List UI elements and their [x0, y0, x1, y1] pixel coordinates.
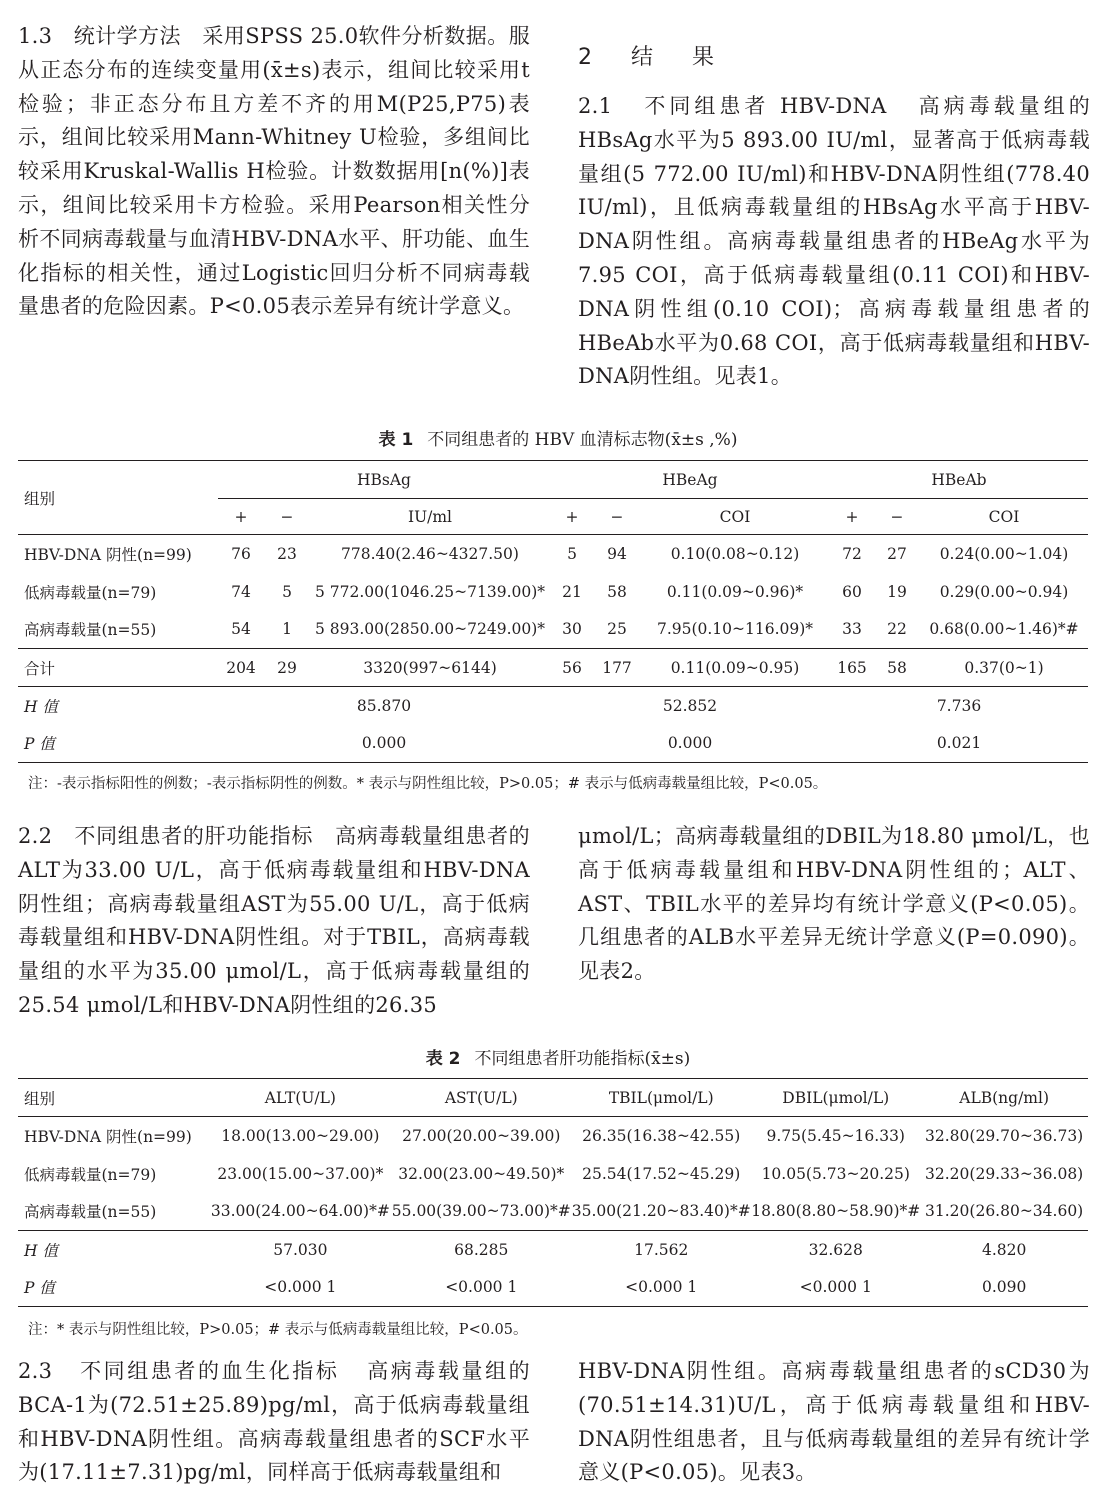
table2-caption	[0, 1044, 1116, 1069]
cell: 0.29(0.00~0.94)	[939, 582, 1069, 601]
cell: 32.20(29.33~36.08)	[925, 1164, 1084, 1183]
section-heading: 不同组患者 HBV-DNA	[644, 94, 887, 118]
section-number: 2.3	[18, 1359, 53, 1383]
row-label: 合计	[24, 659, 56, 678]
section-heading: 统计学方法	[73, 24, 181, 48]
cell: 76	[231, 544, 251, 563]
table1	[18, 460, 1088, 763]
row-label: 高病毒载量(n=55)	[24, 621, 157, 640]
row-label: 低病毒载量(n=79)	[24, 583, 157, 602]
cell: 10.05(5.73~20.25)	[761, 1164, 910, 1183]
section-2-2-continued	[578, 820, 1090, 989]
row-label: 低病毒载量(n=79)	[24, 1165, 157, 1184]
cell: 57.030	[273, 1240, 328, 1259]
cell: 165	[837, 658, 867, 677]
sub-plus: +	[234, 507, 248, 526]
table2-header: AST(U/L)	[444, 1088, 518, 1107]
table2-title: 不同组患者肝功能指标(x̄±s)	[474, 1049, 691, 1069]
results-heading: 2 结 果	[578, 45, 730, 70]
cell: 0.000	[361, 734, 407, 753]
cell: 1	[282, 620, 292, 639]
table2-note: 注：* 表示与阴性组比较，P>0.05；# 表示与低病毒载量组比较，P<0.05。	[28, 1322, 528, 1338]
section-body: 采用SPSS 25.0软件分析数据。服从正态分布的连续变量用(x̄±s)表示，组间比较采用t检验；非正态分布且方差不齐的用M(P25,P75)表示，组间比较采用Mann-Whitney U检验，多组间比较采用Kruskal-Wallis H检验。计数数据用[n(%)]表示，组间比较采用卡方检验。采用Pearson相关性分析不同病毒载量与血清HBV-DNA水平、肝功能、血生化指标的相关性，通过Logistic回归分析不同病毒载量患者的危险因素。P<0.05表示差异有统计学意义。	[18, 24, 530, 319]
table2-header: ALB(ng/ml)	[959, 1088, 1050, 1107]
table2-header: DBIL(μmol/L)	[782, 1088, 890, 1107]
table-row	[18, 611, 1088, 649]
table1-caption	[0, 425, 1116, 450]
table2	[18, 1078, 1088, 1307]
table1-group-header: 组别	[24, 489, 56, 508]
table2-header: TBIL(μmol/L)	[608, 1088, 714, 1107]
cell: 23	[277, 544, 297, 563]
cell: <0.000 1	[264, 1278, 337, 1297]
section-number: 2.2	[18, 824, 53, 848]
cell: 32.00(23.00~49.50)*	[398, 1164, 565, 1183]
cell: 31.20(26.80~34.60)	[925, 1202, 1084, 1221]
sub-minus: −	[610, 507, 624, 526]
row-label: H 值	[24, 1241, 58, 1260]
cell: 5 772.00(1046.25~7139.00)*	[314, 582, 546, 601]
table2-label: 表 2	[425, 1049, 461, 1069]
cell: <0.000 1	[799, 1278, 872, 1297]
section-2-2	[18, 820, 530, 1023]
section-body: HBV-DNA阴性组。高病毒载量组患者的sCD30为(70.51±14.31)U/L，高于低病毒载量组和HBV-DNA阴性组患者，且与低病毒载量组的差异有统计学意义(P<0.05)。见表3。	[578, 1359, 1090, 1485]
cell: 23.00(15.00~37.00)*	[217, 1164, 384, 1183]
section-heading: 不同组患者的血生化指标	[80, 1359, 340, 1383]
section-number: 2.1	[578, 94, 613, 118]
cell: 33	[842, 620, 862, 639]
section-2-1	[578, 90, 1090, 394]
sub-plus: +	[845, 507, 859, 526]
sub-plus: +	[565, 507, 579, 526]
sub-minus: −	[280, 507, 294, 526]
row-label: HBV-DNA 阴性(n=99)	[24, 1127, 192, 1146]
section-body: 高病毒载量组的BCA-1为(72.51±25.89)pg/ml，高于低病毒载量组和HBV-DNA阴性组。高病毒载量组患者的SCF水平为(17.11±7.31)pg/ml，同样高于低病毒载量组和	[18, 1359, 530, 1485]
cell: 7.736	[936, 696, 982, 715]
cell: 0.37(0~1)	[964, 658, 1044, 677]
cell: 35.00(21.20~83.40)*#	[571, 1202, 751, 1221]
cell: 60	[842, 582, 862, 601]
cell: 58	[607, 582, 627, 601]
cell: 0.11(0.09~0.96)*	[666, 582, 804, 601]
cell: 177	[602, 658, 632, 677]
sub-minus: −	[890, 507, 904, 526]
table-row	[18, 573, 1088, 611]
cell: 25	[607, 620, 627, 639]
table1-title: 不同组患者的 HBV 血清标志物(x̄±s ,%)	[427, 430, 738, 450]
table-row	[18, 687, 1088, 725]
table-row	[18, 725, 1088, 763]
cell: <0.000 1	[625, 1278, 698, 1297]
table-row	[18, 1231, 1088, 1269]
cell: 0.11(0.09~0.95)	[670, 658, 800, 677]
section-body: 高病毒载量组患者的ALT为33.00 U/L，高于低病毒载量组和HBV-DNA阴性组；高病毒载量组AST为55.00 U/L，高于低病毒载量组和HBV-DNA阴性组。对于TBIL，高病毒载量组的水平为35.00 μmol/L，高于低病毒载量组的25.54 μmol/L和HBV-DNA阴性组的26.35	[18, 824, 530, 1017]
cell: 94	[607, 544, 627, 563]
cell: 0.021	[936, 734, 982, 753]
cell: 32.80(29.70~36.73)	[925, 1126, 1084, 1145]
table1-hbeag-header: HBeAg	[550, 461, 830, 499]
cell: 0.10(0.08~0.12)	[670, 544, 800, 563]
section-number: 1.3	[18, 24, 53, 48]
row-label: 高病毒载量(n=55)	[24, 1203, 157, 1222]
table-row	[18, 535, 1088, 573]
table2-header: 组别	[24, 1089, 56, 1108]
table-row	[18, 1269, 1088, 1307]
cell: 19	[887, 582, 907, 601]
row-label: P 值	[24, 735, 55, 754]
cell: 0.24(0.00~1.04)	[939, 544, 1069, 563]
row-label: HBV-DNA 阴性(n=99)	[24, 545, 192, 564]
cell: 204	[226, 658, 256, 677]
cell: 54	[231, 620, 251, 639]
cell: 18.00(13.00~29.00)	[221, 1126, 380, 1145]
table2-header: ALT(U/L)	[264, 1088, 336, 1107]
sub-unit: COI	[988, 507, 1020, 526]
cell: 18.80(8.80~58.90)*#	[751, 1202, 921, 1221]
cell: 9.75(5.45~16.33)	[766, 1126, 905, 1145]
section-1-3	[18, 20, 530, 324]
cell: 27	[887, 544, 907, 563]
table1-hbeab-header: HBeAb	[830, 461, 1088, 499]
cell: 29	[277, 658, 297, 677]
sub-unit: IU/ml	[407, 507, 453, 526]
cell: 85.870	[356, 696, 412, 715]
sub-unit: COI	[719, 507, 751, 526]
row-label: H 值	[24, 697, 58, 716]
cell: 4.820	[981, 1240, 1027, 1259]
cell: 17.562	[634, 1240, 689, 1259]
cell: 7.95(0.10~116.09)*	[656, 620, 814, 639]
cell: 27.00(20.00~39.00)	[402, 1126, 561, 1145]
cell: 58	[887, 658, 907, 677]
cell: 5	[567, 544, 577, 563]
table1-label: 表 1	[378, 430, 414, 450]
cell: 22	[887, 620, 907, 639]
table-row	[18, 1155, 1088, 1193]
cell: 68.285	[454, 1240, 509, 1259]
cell: 5 893.00(2850.00~7249.00)*	[314, 620, 546, 639]
cell: 56	[562, 658, 582, 677]
cell: 21	[562, 582, 582, 601]
section-2-3	[18, 1355, 530, 1490]
cell: 26.35(16.38~42.55)	[582, 1126, 741, 1145]
cell: 25.54(17.52~45.29)	[582, 1164, 741, 1183]
cell: 74	[231, 582, 251, 601]
cell: 0.68(0.00~1.46)*#	[929, 620, 1079, 639]
cell: 3320(997~6144)	[363, 658, 497, 677]
cell: 0.000	[667, 734, 713, 753]
cell: <0.000 1	[445, 1278, 518, 1297]
cell: 30	[562, 620, 582, 639]
section-body: μmol/L；高病毒载量组的DBIL为18.80 μmol/L，也高于低病毒载量组和HBV-DNA阴性组的；ALT、AST、TBIL水平的差异均有统计学意义(P<0.05)。几组患者的ALB水平差异无统计学意义(P=0.090)。见表2。	[578, 824, 1090, 984]
cell: 52.852	[662, 696, 718, 715]
table1-hbsag-header: HBsAg	[218, 461, 550, 499]
row-label: P 值	[24, 1279, 55, 1298]
cell: 0.090	[981, 1278, 1027, 1297]
cell: 32.628	[808, 1240, 863, 1259]
section-body: 高病毒载量组的HBsAg水平为5 893.00 IU/ml，显著高于低病毒载量组(5 772.00 IU/ml)和HBV-DNA阴性组(778.40 IU/ml)，且低病毒载量组的HBsAg水平高于HBV-DNA阴性组。高病毒载量组患者的HBeAg水平为7.95 COI，高于低病毒载量组(0.11 COI)和HBV-DNA阴性组(0.10 COI)；高病毒载量组患者的HBeAb水平为0.68 COI，高于低病毒载量组和HBV-DNA阴性组。见表1。	[578, 94, 1090, 389]
table-row	[18, 649, 1088, 687]
cell: 5	[282, 582, 292, 601]
section-heading: 不同组患者的肝功能指标	[74, 824, 314, 848]
table1-note: 注：-表示指标阳性的例数；-表示指标阴性的例数。* 表示与阴性组比较，P>0.05；# 表示与低病毒载量组比较，P<0.05。	[28, 776, 828, 792]
section-2-3-continued	[578, 1355, 1090, 1490]
cell: 72	[842, 544, 862, 563]
table-row	[18, 1193, 1088, 1231]
table-row	[18, 1117, 1088, 1155]
cell: 33.00(24.00~64.00)*#	[210, 1202, 390, 1221]
cell: 55.00(39.00~73.00)*#	[391, 1202, 571, 1221]
cell: 778.40(2.46~4327.50)	[341, 544, 519, 563]
